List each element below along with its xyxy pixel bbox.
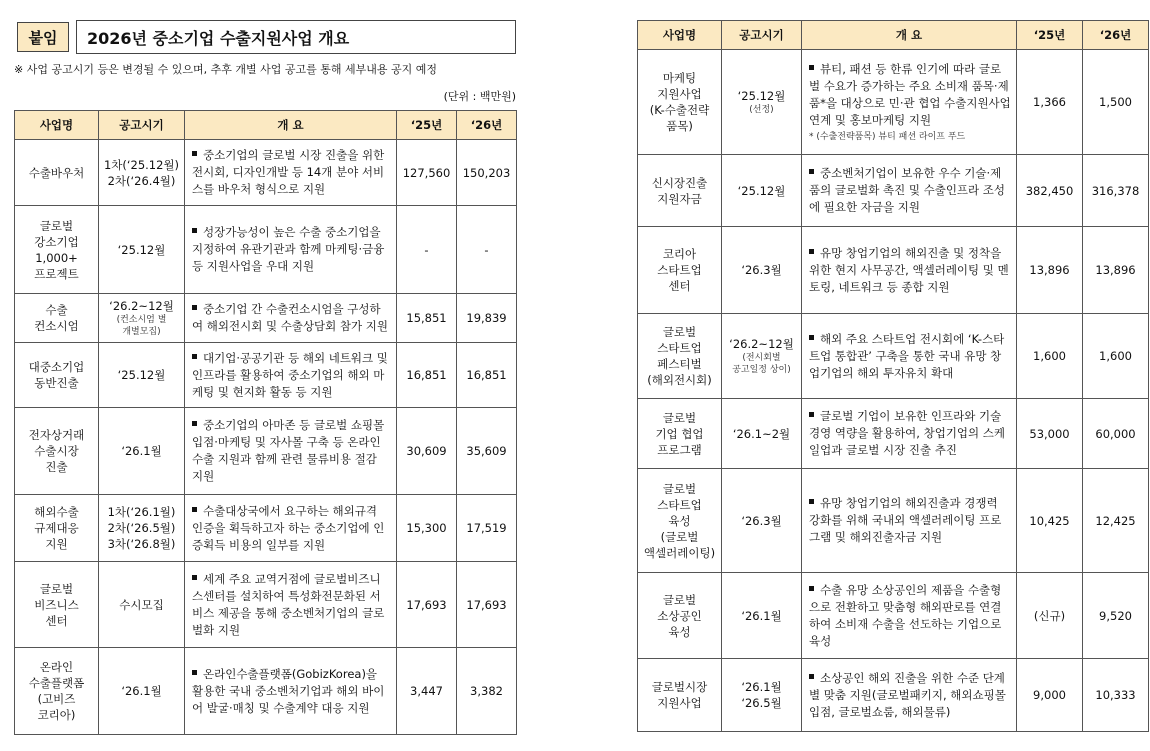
announce-period-cell bbox=[722, 50, 802, 155]
overview-text: 대기업·공공기관 등 해외 네트워크 및 인프라를 활용하여 중소기업의 해외 마케팅 및 현지화 활동 등 지원 bbox=[192, 350, 388, 399]
overview-text: 세계 주요 교역거점에 글로벌비즈니스센터를 설치하여 특성화전문화된 서비스 제공을 통해 중소벤처기업의 글로벌화 지원 bbox=[192, 571, 385, 637]
budget-2025-cell: 30,609 bbox=[397, 408, 457, 495]
right-program-table bbox=[637, 20, 1149, 732]
announce-period: ‘25.12월 bbox=[117, 368, 166, 382]
budget-2026-cell: 1,600 bbox=[1083, 314, 1149, 399]
overview-text: 유망 창업기업의 해외진출과 경쟁력 강화를 위해 국내외 액셀러레이팅 프로그램 및 해외진출자금 지원 bbox=[809, 496, 1002, 544]
budget-2026-cell: 316,378 bbox=[1083, 155, 1149, 227]
announce-period-note: (컨소시엄 별 개별모집) bbox=[116, 315, 167, 337]
budget-2025-cell: 13,896 bbox=[1017, 227, 1083, 314]
budget-2026-cell: 9,520 bbox=[1083, 573, 1149, 659]
square-bullet-icon bbox=[809, 169, 814, 174]
table-row bbox=[638, 399, 1149, 469]
square-bullet-icon bbox=[192, 305, 197, 310]
overview-cell bbox=[185, 294, 397, 343]
budget-2026-cell: 150,203 bbox=[457, 140, 517, 206]
budget-2025-cell: (신규) bbox=[1017, 573, 1083, 659]
square-bullet-icon bbox=[192, 507, 197, 512]
budget-2026-cell: 13,896 bbox=[1083, 227, 1149, 314]
overview-cell bbox=[802, 399, 1017, 469]
table-row bbox=[638, 469, 1149, 573]
square-bullet-icon bbox=[192, 421, 197, 426]
budget-2025-cell: 15,851 bbox=[397, 294, 457, 343]
col-header-overview: 개 요 bbox=[185, 111, 397, 140]
overview-text: 유망 창업기업의 해외진출 및 정착을 위한 현지 사무공간, 액셀러레이팅 및 멘토링, 네트워크 등 종합 지원 bbox=[809, 245, 1009, 294]
announce-period: ‘26.3월 bbox=[741, 513, 782, 528]
program-name-cell: 글로벌 기업 협업 프로그램 bbox=[638, 399, 722, 469]
announce-period-cell bbox=[722, 155, 802, 227]
col-header-name: 사업명 bbox=[15, 111, 99, 140]
announce-period: ‘25.12월 bbox=[737, 89, 786, 103]
announce-period-cell bbox=[99, 206, 185, 294]
announce-period: 수시모집 bbox=[119, 597, 164, 612]
left-program-table bbox=[14, 110, 517, 735]
program-name-cell: 대중소기업 동반진출 bbox=[15, 343, 99, 408]
announce-period-cell bbox=[722, 227, 802, 314]
program-name-cell: 글로벌시장 지원사업 bbox=[638, 659, 722, 732]
budget-2026-cell: - bbox=[457, 206, 517, 294]
budget-2025-cell: 382,450 bbox=[1017, 155, 1083, 227]
program-name-cell: 글로벌 스타트업 페스티벌 (해외전시회) bbox=[638, 314, 722, 399]
square-bullet-icon bbox=[809, 499, 814, 504]
square-bullet-icon bbox=[192, 354, 197, 359]
budget-2025-cell: 16,851 bbox=[397, 343, 457, 408]
program-name-cell: 글로벌 강소기업 1,000+ 프로젝트 bbox=[15, 206, 99, 294]
budget-2025-cell: 3,447 bbox=[397, 648, 457, 735]
overview-text: 중소벤처기업이 보유한 우수 기술·제품의 글로벌화 촉진 및 수출인프라 조성에 필요한 자금을 지원 bbox=[809, 166, 1006, 214]
announce-period-cell bbox=[99, 648, 185, 735]
announce-period-cell bbox=[99, 343, 185, 408]
announce-period: ‘26.1월 bbox=[121, 444, 162, 458]
overview-cell bbox=[185, 495, 397, 562]
overview-cell bbox=[802, 573, 1017, 659]
announce-period-note: (전시회별 공고일정 상이) bbox=[732, 353, 791, 375]
budget-2025-cell: 1,366 bbox=[1017, 50, 1083, 155]
budget-2026-cell: 12,425 bbox=[1083, 469, 1149, 573]
budget-2026-cell: 17,693 bbox=[457, 562, 517, 648]
table-row bbox=[15, 140, 517, 206]
budget-2025-cell: 17,693 bbox=[397, 562, 457, 648]
overview-text: 수출대상국에서 요구하는 해외규격 인증을 획득하고자 하는 중소기업에 인증획득 비용의 일부를 지원 bbox=[192, 503, 385, 552]
budget-2025-cell: 15,300 bbox=[397, 495, 457, 562]
program-name-cell: 마케팅 지원사업 (K-수출전략 품목) bbox=[638, 50, 722, 155]
overview-text: 온라인수출플랫폼(GobizKorea)을 활용한 국내 중소벤처기업과 해외 바이어 발굴·매칭 및 수출계약 대응 지원 bbox=[192, 666, 385, 715]
notice-text: ※ 사업 공고시기 등은 변경될 수 있으며, 추후 개별 사업 공고를 통해 세부내용 공지 예정 bbox=[14, 63, 437, 76]
budget-2025-cell: 10,425 bbox=[1017, 469, 1083, 573]
unit-label: (단위 : 백만원) bbox=[443, 90, 516, 103]
budget-2025-cell: 1,600 bbox=[1017, 314, 1083, 399]
overview-cell bbox=[185, 343, 397, 408]
budget-2026-cell: 17,519 bbox=[457, 495, 517, 562]
announce-period: ‘26.1월 ‘26.5월 bbox=[741, 680, 782, 710]
overview-text: 중소기업 간 수출컨소시엄을 구성하여 해외전시회 및 수출상담회 참가 지원 bbox=[192, 302, 389, 333]
overview-footnote: * (수출전략품목) 뷰티 패션 라이프 푸드 bbox=[809, 131, 966, 142]
overview-text: 뷰티, 패션 등 한류 인기에 따라 글로벌 수요가 증가하는 주요 소비재 품목·제품*을 대상으로 민·관 협업 수출지원사업 연계 및 홍보마케팅 지원 bbox=[809, 61, 1011, 127]
announce-period: ‘26.2~12월 bbox=[109, 299, 174, 313]
table-row bbox=[638, 50, 1149, 155]
announce-period-note: (선정) bbox=[749, 105, 774, 115]
table-row bbox=[638, 314, 1149, 399]
table-row bbox=[638, 227, 1149, 314]
square-bullet-icon bbox=[809, 335, 814, 340]
announce-period-cell bbox=[722, 314, 802, 399]
table-row bbox=[15, 648, 517, 735]
overview-cell bbox=[802, 314, 1017, 399]
announce-period: ‘25.12월 bbox=[737, 183, 786, 198]
budget-2026-cell: 16,851 bbox=[457, 343, 517, 408]
table-header-row bbox=[15, 111, 517, 140]
announce-period-cell bbox=[722, 573, 802, 659]
program-name-cell: 전자상거래 수출시장 진출 bbox=[15, 408, 99, 495]
budget-2026-cell: 10,333 bbox=[1083, 659, 1149, 732]
budget-2026-cell: 35,609 bbox=[457, 408, 517, 495]
budget-2026-cell: 60,000 bbox=[1083, 399, 1149, 469]
announce-period-cell bbox=[722, 469, 802, 573]
page-title: 2026년 중소기업 수출지원사업 개요 bbox=[76, 20, 516, 54]
attachment-badge: 붙임 bbox=[17, 22, 69, 52]
col-header-2026: ‘26년 bbox=[1083, 21, 1149, 50]
table-row bbox=[15, 408, 517, 495]
col-header-name: 사업명 bbox=[638, 21, 722, 50]
square-bullet-icon bbox=[192, 228, 197, 233]
announce-period: ‘26.2~12월 bbox=[729, 337, 794, 351]
announce-period: ‘26.1월 bbox=[121, 684, 162, 698]
announce-period: 1차(‘26.1월) 2차(‘26.5월) 3차(‘26.8월) bbox=[107, 505, 176, 551]
overview-text: 중소기업의 글로벌 시장 진출을 위한 전시회, 디자인개발 등 14개 분야 서비스를 바우처 형식으로 지원 bbox=[192, 148, 385, 196]
program-name-cell: 온라인 수출플랫폼 (고비즈 코리아) bbox=[15, 648, 99, 735]
col-header-2026: ‘26년 bbox=[457, 111, 517, 140]
budget-2025-cell: - bbox=[397, 206, 457, 294]
overview-cell bbox=[802, 155, 1017, 227]
col-header-period: 공고시기 bbox=[722, 21, 802, 50]
overview-cell bbox=[185, 206, 397, 294]
square-bullet-icon bbox=[809, 674, 814, 679]
program-name-cell: 글로벌 소상공인 육성 bbox=[638, 573, 722, 659]
announce-period-cell bbox=[99, 562, 185, 648]
square-bullet-icon bbox=[809, 586, 814, 591]
overview-cell bbox=[185, 648, 397, 735]
announce-period-cell bbox=[99, 140, 185, 206]
program-name-cell: 글로벌 스타트업 육성 (글로벌 액셀러레이팅) bbox=[638, 469, 722, 573]
table-row bbox=[15, 495, 517, 562]
overview-text: 소상공인 해외 진출을 위한 수준 단계별 맞춤 지원(글로벌패키지, 해외쇼핑몰입점, 글로벌쇼룸, 해외물류) bbox=[809, 670, 1006, 719]
overview-text: 해외 주요 스타트업 전시회에 ‘K-스타트업 통합관’ 구축을 통한 국내 유망 창업기업의 해외 투자유치 확대 bbox=[809, 331, 1005, 380]
col-header-period: 공고시기 bbox=[99, 111, 185, 140]
table-row bbox=[15, 343, 517, 408]
budget-2025-cell: 9,000 bbox=[1017, 659, 1083, 732]
program-name-cell: 수출 컨소시엄 bbox=[15, 294, 99, 343]
announce-period: ‘26.1~2월 bbox=[732, 426, 791, 441]
square-bullet-icon bbox=[192, 151, 197, 156]
right-table-body bbox=[638, 50, 1149, 732]
budget-2025-cell: 53,000 bbox=[1017, 399, 1083, 469]
table-row bbox=[15, 294, 517, 343]
table-row bbox=[15, 206, 517, 294]
announce-period: ‘25.12월 bbox=[117, 242, 166, 257]
overview-cell bbox=[802, 227, 1017, 314]
square-bullet-icon bbox=[809, 249, 814, 254]
square-bullet-icon bbox=[809, 412, 814, 417]
overview-cell bbox=[185, 408, 397, 495]
col-header-2025: ‘25년 bbox=[1017, 21, 1083, 50]
program-name-cell: 글로벌 비즈니스 센터 bbox=[15, 562, 99, 648]
announce-period-cell bbox=[722, 659, 802, 732]
table-row bbox=[638, 573, 1149, 659]
overview-text: 중소기업의 아마존 등 글로벌 쇼핑몰 입점·마케팅 및 자사몰 구축 등 온라인 수출 지원과 함께 관련 물류비용 절감 지원 bbox=[192, 418, 385, 483]
overview-cell bbox=[802, 50, 1017, 155]
budget-2025-cell: 127,560 bbox=[397, 140, 457, 206]
overview-cell bbox=[185, 562, 397, 648]
announce-period-cell bbox=[99, 408, 185, 495]
announce-period: 1차(‘25.12월) 2차(‘26.4월) bbox=[103, 157, 180, 188]
table-row bbox=[638, 659, 1149, 732]
announce-period: ‘26.3월 bbox=[741, 263, 782, 277]
budget-2026-cell: 19,839 bbox=[457, 294, 517, 343]
overview-text: 성장가능성이 높은 수출 중소기업을 지정하여 유관기관과 함께 마케팅·금융 등 지원사업을 우대 지원 bbox=[192, 225, 385, 273]
program-name-cell: 신시장진출 지원자금 bbox=[638, 155, 722, 227]
program-name-cell: 수출바우처 bbox=[15, 140, 99, 206]
announce-period-cell bbox=[99, 294, 185, 343]
overview-text: 수출 유망 소상공인의 제품을 수출형으로 전환하고 맞춤형 해외판로를 연결하여 소비재 수출을 선도하는 기업으로 육성 bbox=[809, 582, 1002, 648]
overview-cell bbox=[802, 469, 1017, 573]
program-name-cell: 해외수출 규제대응 지원 bbox=[15, 495, 99, 562]
overview-text: 글로벌 기업이 보유한 인프라와 기술 경영 역량을 활용하여, 창업기업의 스케일업과 글로벌 시장 진출 추진 bbox=[809, 409, 1006, 457]
budget-2026-cell: 1,500 bbox=[1083, 50, 1149, 155]
left-table-body bbox=[15, 140, 517, 735]
table-header-row bbox=[638, 21, 1149, 50]
announce-period: ‘26.1월 bbox=[741, 608, 782, 623]
col-header-overview: 개 요 bbox=[802, 21, 1017, 50]
overview-cell bbox=[185, 140, 397, 206]
col-header-2025: ‘25년 bbox=[397, 111, 457, 140]
square-bullet-icon bbox=[192, 670, 197, 675]
budget-2026-cell: 3,382 bbox=[457, 648, 517, 735]
program-name-cell: 코리아 스타트업 센터 bbox=[638, 227, 722, 314]
announce-period-cell bbox=[722, 399, 802, 469]
overview-cell bbox=[802, 659, 1017, 732]
table-row bbox=[638, 155, 1149, 227]
table-row bbox=[15, 562, 517, 648]
square-bullet-icon bbox=[809, 65, 814, 70]
square-bullet-icon bbox=[192, 575, 197, 580]
announce-period-cell bbox=[99, 495, 185, 562]
